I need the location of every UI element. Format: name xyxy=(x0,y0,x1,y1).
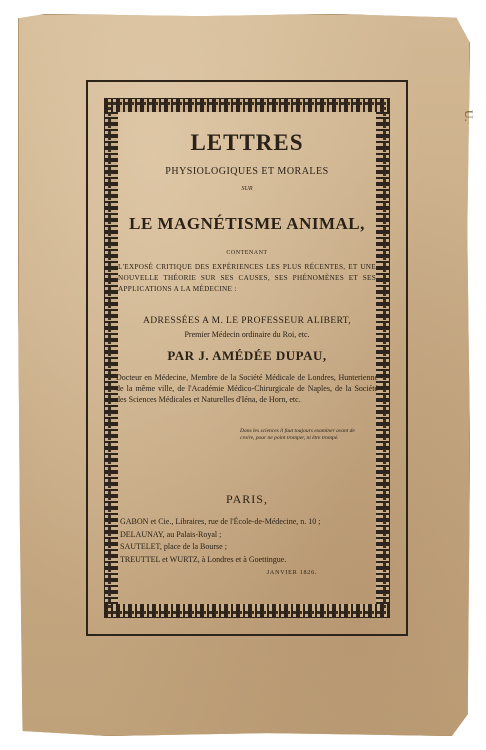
spine-mark: U. xyxy=(462,110,476,122)
publisher-line: GABON et Cie., Libraires, rue de l'École-de-Médecine, n. 10 ; xyxy=(120,517,321,526)
publisher-line: DELAUNAY, au Palais-Royal ; xyxy=(120,529,222,539)
title-page xyxy=(114,110,380,610)
title-subtitle: PHYSIOLOGIQUES ET MORALES xyxy=(165,166,329,177)
imprint-date: JANVIER 1826. xyxy=(266,570,318,576)
epigraph: Dans les sciences il faut toujours examiner avant de croire, pour ne point tromper, ni être trompé. xyxy=(240,428,355,441)
dedication-line: ADRESSÉES A M. LE PROFESSEUR ALIBERT, xyxy=(142,316,352,326)
title-expose: L'EXPOSÉ CRITIQUE DES EXPÉRIENCES LES PLUS RÉCENTES, ET UNE NOUVELLE THÉORIE SUR SES CAUSES, SES PHÉNOMÈNES ET SES APPLICATIONS A LA MÉDECINE : xyxy=(118,263,376,293)
title-main: LE MAGNÉTISME ANIMAL, xyxy=(129,214,365,233)
publisher-line: SAUTELET, place de la Bourse ; xyxy=(120,542,227,551)
imprint-publishers xyxy=(114,516,380,566)
title-lettres: LETTRES xyxy=(190,130,304,155)
title-contenant: CONTENANT xyxy=(226,250,268,256)
imprint-city: PARIS, xyxy=(226,492,268,506)
dedication-subline: Premier Médecin ordinaire du Roi, etc. xyxy=(184,330,310,339)
publisher-line: TREUTTEL et WURTZ, à Londres et à Goettingue. xyxy=(120,554,287,564)
author-name: PAR J. AMÉDÉE DUPAU, xyxy=(167,348,327,363)
title-sur: SUR xyxy=(241,186,253,192)
author-credentials: Docteur en Médecine, Membre de la Société Médicale de Londres, Hunterienne de la même ville, de l'Académie Médico-Chirurgicale de Naples, de la Société des Sciences Médicales et Naturelles d'Iéna, de Horn, etc. xyxy=(116,373,378,404)
